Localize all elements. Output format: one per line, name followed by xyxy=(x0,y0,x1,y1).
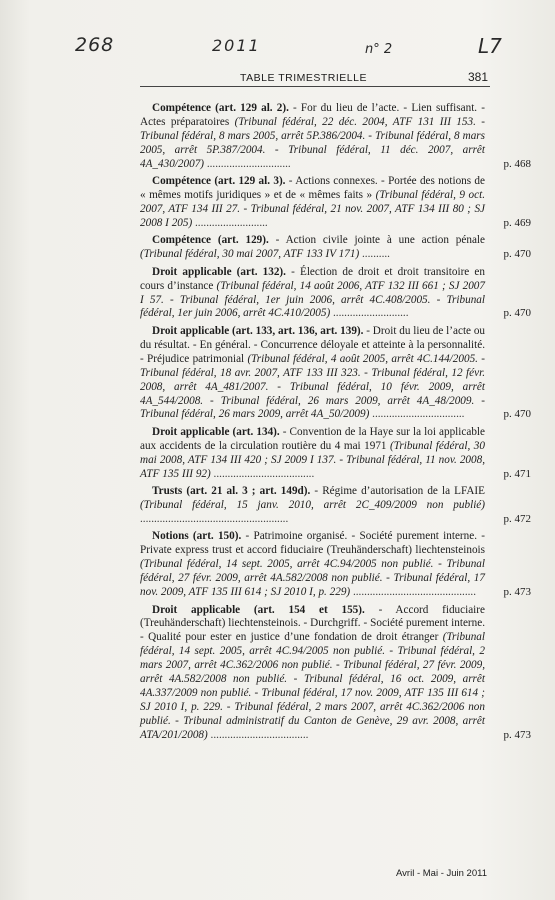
handwritten-number: 268 xyxy=(75,34,115,56)
entry-page-ref: p. 469 xyxy=(503,216,531,229)
entry-body: - Droit du lieu de l’acte ou du résultat. - En général. - Concurrence déloyale et atteinte à la personnalité. - Préjudice patrimonial xyxy=(140,324,486,365)
index-entry xyxy=(140,175,531,231)
entry-citation: (Tribunal fédéral, 22 déc. 2004, ATF 131 III 153. - Tribunal fédéral, 8 mars 2005, arrêt 5P.386/2004. - Tribunal fédéral, 8 mars 2005, arrêt 5P.387/2004. - Tribunal fédéral, 11 déc. 2007, arrêt 4A_430/2007) xyxy=(140,115,485,170)
dot-leader: .......................... xyxy=(192,216,268,229)
entry-body: - Régime d’autorisation de la LFAIE xyxy=(310,485,485,498)
dot-leader: .......... xyxy=(359,248,390,261)
entry-body: - For du lieu de l’acte. - Lien suffisant. - Actes préparatoires xyxy=(140,102,485,128)
entry-page-ref: p. 473 xyxy=(503,728,531,741)
entry-heading: Compétence (art. 129 al. 3). xyxy=(152,175,286,188)
issue-footer: Avril - Mai - Juin 2011 xyxy=(396,868,487,879)
dot-leader: .................................... xyxy=(210,467,315,480)
entry-citation: (Tribunal fédéral, 14 sept. 2005, arrêt 4C.94/2005 non publié. - Tribunal fédéral, 2 mars 2007, arrêt 4C.362/2006 non publié. - Tribunal fédéral, 27 févr. 2009, arrêt 4A.582/2008 non publié. - Tribunal fédéral, 16 oct. 2009, arrêt 4A.337/2009 non publié. - Tribunal fédéral, 17 nov. 2009, ATF 135 III 614 ; SJ 2010 I, p. 229. - Tribunal fédéral, 2 mars 2007, arrêt 4C.362/2006 non publié. - Tribunal administratif du Canton de Genève, 29 avr. 2008, arrêt ATA/201/2008) xyxy=(140,631,485,741)
page-number: 381 xyxy=(467,70,488,84)
entry-heading: Droit applicable (art. 133, art. 136, art. 139). xyxy=(152,324,364,337)
index-entries xyxy=(140,102,531,746)
entry-page-ref: p. 472 xyxy=(503,512,531,525)
entry-page-ref: p. 471 xyxy=(503,467,531,480)
entry-citation: (Tribunal fédéral, 14 sept. 2005, arrêt 4C.94/2005 non publié. - Tribunal fédéral, 27 févr. 2009, arrêt 4A.582/2008 non publié. - Tribunal fédéral, 17 nov. 2009, ATF 135 III 614 ; SJ 2010 I, p. 229) xyxy=(140,558,485,599)
entry-citation: (Tribunal fédéral, 9 oct. 2007, ATF 134 III 27. - Tribunal fédéral, 21 nov. 2007, ATF 134 III 80 ; SJ 2008 I 205) xyxy=(140,189,485,229)
dot-leader: ........................... xyxy=(330,307,409,320)
index-entry xyxy=(140,603,531,743)
entry-citation: (Tribunal fédéral, 14 août 2006, ATF 132 III 661 ; SJ 2007 I 57. - Tribunal fédéral, 1er juin 2006, arrêt 4C.408/2005. - Tribunal fédéral, 1er juin 2006, arrêt 4C.410/2005) xyxy=(140,279,485,320)
entry-page-ref: p. 470 xyxy=(503,307,531,320)
entry-page-ref: p. 468 xyxy=(503,157,531,170)
index-entry xyxy=(140,485,531,527)
entry-body: - Convention de la Haye sur la loi applicable aux accidents de la circulation routière du 4 mai 1971 xyxy=(140,425,485,452)
entry-heading: Notions (art. 150). xyxy=(152,530,242,543)
handwritten-issue: n° 2 xyxy=(365,42,393,57)
entry-body: - Actions connexes. - Portée des notions de « mêmes motifs juridiques » et de « mêmes faits » xyxy=(140,175,485,202)
handwritten-code: L7 xyxy=(478,34,502,58)
entry-body: - Action civile jointe à une action pénale xyxy=(268,234,486,247)
entry-body: - Patrimoine organisé. - Société purement interne. - Private express trust et accord fiduciaire (Treuhänderschaft) liechtensteinois xyxy=(140,530,485,557)
entry-heading: Droit applicable (art. 134). xyxy=(152,425,280,438)
entry-heading: Compétence (art. 129 al. 2). xyxy=(152,102,289,114)
header-title: TABLE TRIMESTRIELLE xyxy=(240,72,367,84)
entry-citation: (Tribunal fédéral, 4 août 2005, arrêt 4C.144/2005. - Tribunal fédéral, 18 avr. 2007, ATF 133 III 323. - Tribunal fédéral, 12 févr. 2008, arrêt 4A_481/2007. - Tribunal fédéral, 10 févr. 2009, arrêt 4A_544/2008. - Tribunal fédéral, 26 mars 2009, arrêt 4A_48/2009. - Tribunal fédéral, 26 mars 2009, arrêt 4A_50/2009) xyxy=(140,352,485,421)
entry-citation: (Tribunal fédéral, 15 janv. 2010, arrêt 2C_409/2009 non publié) xyxy=(140,499,485,512)
entry-page-ref: p. 473 xyxy=(503,586,531,599)
dot-leader: ................................... xyxy=(207,728,309,741)
entry-citation: (Tribunal fédéral, 30 mai 2008, ATF 134 III 420 ; SJ 2009 I 137. - Tribunal fédéral, 11 nov. 2008, ATF 135 III 92) xyxy=(140,439,485,480)
entry-page-ref: p. 470 xyxy=(503,248,531,261)
entry-body: - Accord fiduciaire (Treuhänderschaft) liechtensteinois. - Durchgriff. - Société purement interne. - Qualité pour ester en justice d’une fondation de droit étranger xyxy=(140,603,485,644)
dot-leader: ................................. xyxy=(369,408,465,421)
index-entry xyxy=(140,324,531,422)
entry-heading: Compétence (art. 129). xyxy=(152,234,269,247)
entry-body: - Élection de droit et droit transitoire en cours d’instance xyxy=(140,265,485,292)
entry-citation: (Tribunal fédéral, 30 mai 2007, ATF 133 IV 171) xyxy=(140,248,360,261)
index-entry xyxy=(140,425,531,482)
dot-leader: ..................................................... xyxy=(140,512,289,525)
entry-heading: Droit applicable (art. 132). xyxy=(152,265,286,278)
entry-page-ref: p. 470 xyxy=(503,408,531,421)
dot-leader: .............................. xyxy=(204,157,291,170)
handwritten-year: 2011 xyxy=(212,36,261,55)
entry-heading: Droit applicable (art. 154 et 155). xyxy=(152,603,365,616)
index-entry xyxy=(140,265,531,322)
running-header xyxy=(140,68,490,87)
index-entry xyxy=(140,234,531,262)
dot-leader: ............................................ xyxy=(350,586,477,599)
entry-heading: Trusts (art. 21 al. 3 ; art. 149d). xyxy=(152,485,311,498)
index-entry xyxy=(140,102,531,172)
index-entry xyxy=(140,530,531,600)
